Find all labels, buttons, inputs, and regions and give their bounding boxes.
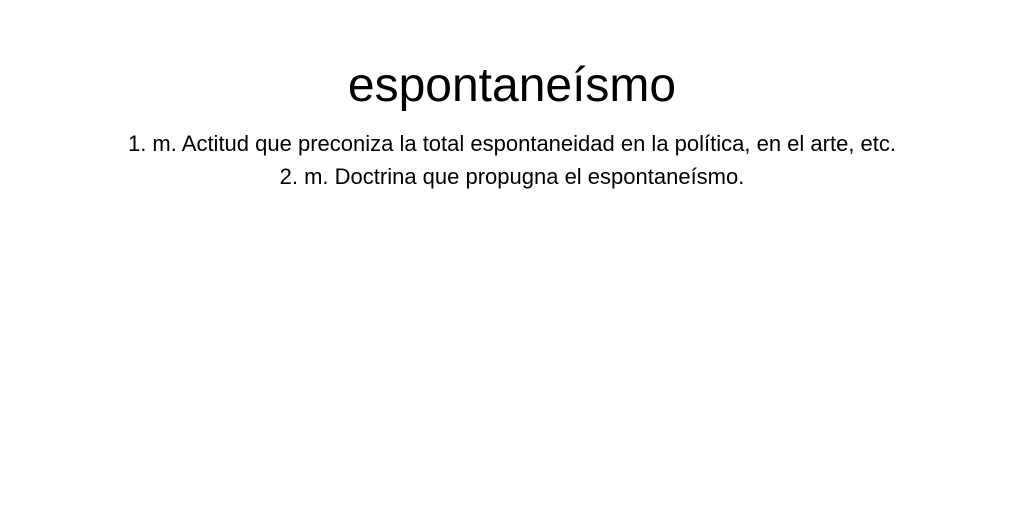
- definition-2: 2. m. Doctrina que propugna el espontaneísmo.: [279, 164, 745, 189]
- dictionary-entry: [0, 0, 1024, 195]
- definition-1: 1. m. Actitud que preconiza la total espontaneidad en la política, en el arte, etc.: [127, 131, 897, 156]
- headword: espontaneísmo: [347, 59, 677, 112]
- definition-list: [80, 125, 944, 195]
